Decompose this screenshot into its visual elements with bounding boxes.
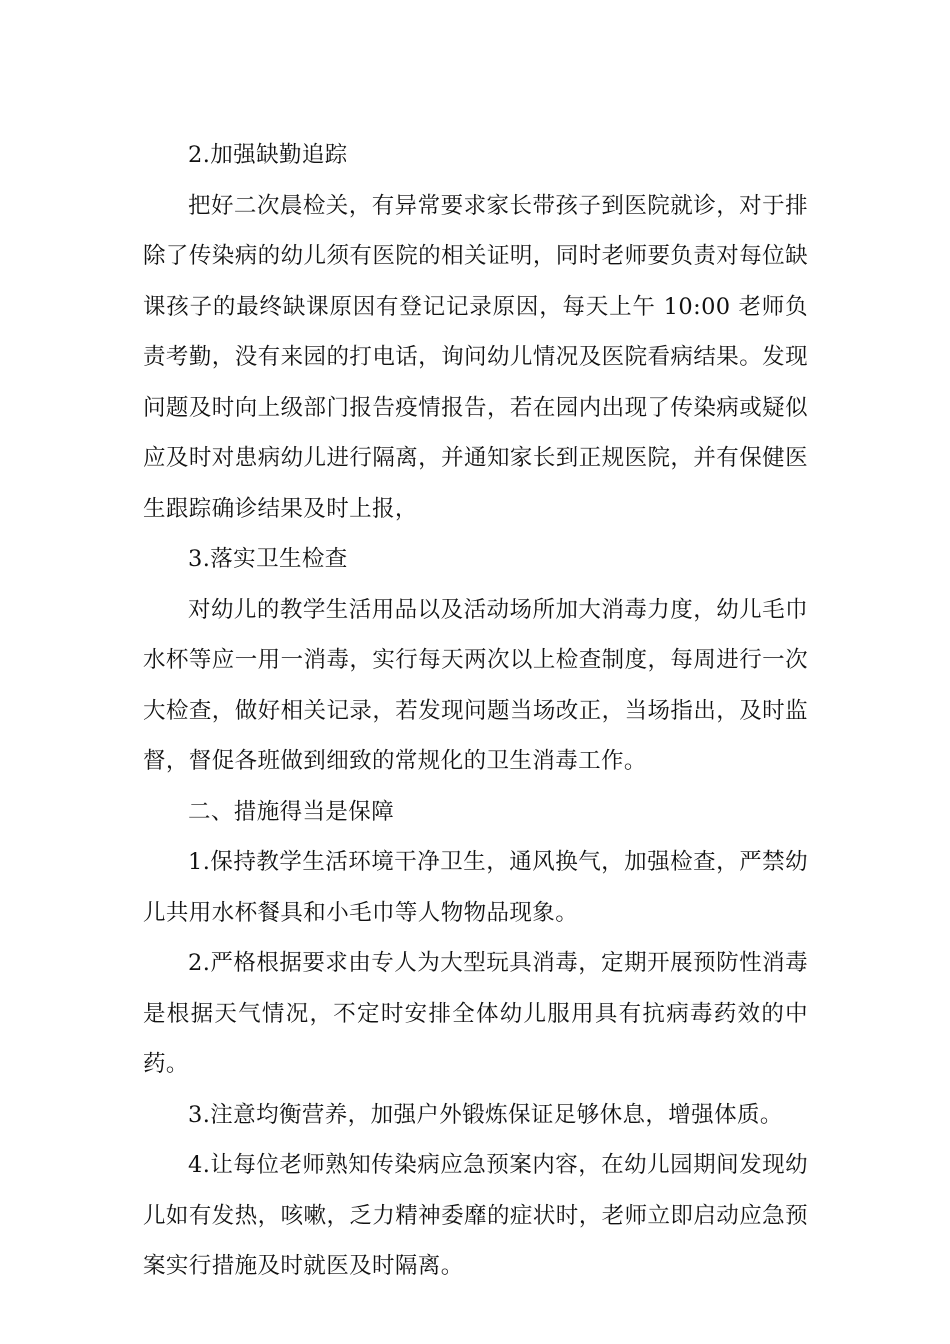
section-heading-hygiene-inspection: 3.落实卫生检查: [188, 546, 348, 572]
list-item-measure-3: 3.注意均衡营养，加强户外锻炼保证足够休息，增强体质。: [188, 1101, 783, 1128]
section-heading-measures: 二、措施得当是保障: [188, 798, 395, 825]
list-item-measure-2: 2.严格根据要求由专人为大型玩具消毒，定期开展预防性消毒是根据天气情况，不定时安排全体幼儿服用具有抗病毒药效的中药。: [143, 950, 808, 1077]
list-item-measure-4: 4.让每位老师熟知传染病应急预案内容，在幼儿园期间发现幼儿如有发热，咳嗽，乏力精神委靡的症状时，老师立即启动应急预案实行措施及时就医及时隔离。: [143, 1152, 808, 1279]
section-heading-absence-tracking: 2.加强缺勤追踪: [188, 142, 348, 168]
paragraph-absence-tracking: 把好二次晨检关，有异常要求家长带孩子到医院就诊，对于排除了传染病的幼儿须有医院的相关证明，同时老师要负责对每位缺课孩子的最终缺课原因有登记记录原因，每天上午 10:00 老师负责考勤，没有来园的打电话，询问幼儿情况及医院看病结果。发现问题及时向上级部门报告疫情报告，若在园内出现了传染病或疑似应及时对患病幼儿进行隔离，并通知家长到正规医院，并有保健医生跟踪确诊结果及时上报，: [143, 192, 808, 522]
paragraph-hygiene-inspection: 对幼儿的教学生活用品以及活动场所加大消毒力度，幼儿毛巾水杯等应一用一消毒，实行每天两次以上检查制度，每周进行一次大检查，做好相关记录，若发现问题当场改正，当场指出，及时监督，督促各班做到细致的常规化的卫生消毒工作。: [143, 596, 808, 774]
document-body: [143, 130, 808, 1292]
list-item-measure-1: 1.保持教学生活环境干净卫生，通风换气，加强检查，严禁幼儿共用水杯餐具和小毛巾等人物物品现象。: [143, 849, 808, 926]
